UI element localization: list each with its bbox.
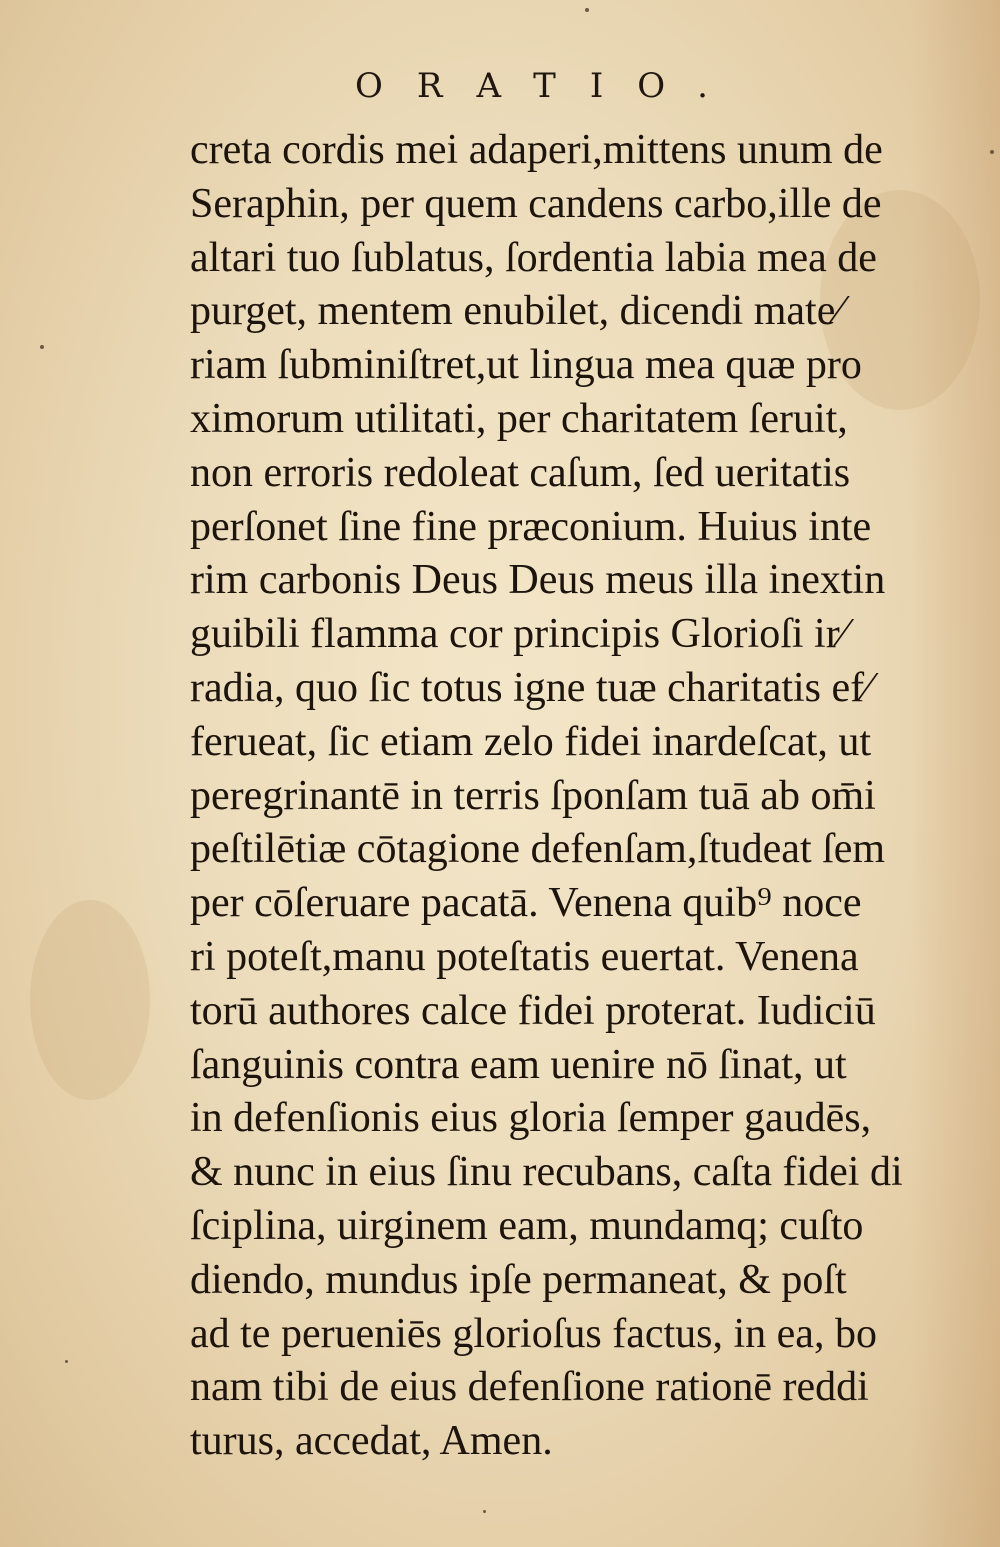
- text-line: ad te perueniēs glorioſus factus, in ea, bo: [190, 1310, 877, 1357]
- text-line: ri poteſt,manu poteſtatis euertat. Venena: [190, 933, 859, 980]
- text-line: perſonet ſine fine præconium. Huius inte: [190, 503, 872, 550]
- paper-stain: [30, 900, 150, 1100]
- text-line: purget, mentem enubilet, dicendi mate⁄: [190, 288, 843, 335]
- text-line: ſanguinis contra eam uenire nō ſinat, ut: [190, 1041, 847, 1088]
- text-line: radia, quo ſic totus igne tuæ charitatis ef⁄: [190, 664, 872, 711]
- text-line: altari tuo ſublatus, ſordentia labia mea de: [190, 234, 877, 281]
- body-text: [190, 124, 950, 1469]
- text-line: in defenſionis eius gloria ſemper gaudēs,: [190, 1095, 872, 1142]
- text-line: ximorum utilitati, per charitatem ſeruit,: [190, 395, 848, 442]
- text-line: peregrinantē in terris ſponſam tuā ab om̄i: [190, 772, 876, 819]
- running-head: ORATIO.: [355, 66, 742, 106]
- text-line: ferueat, ſic etiam zelo fidei inardeſcat, ut: [190, 718, 871, 765]
- text-line: per cōſeruare pacatā. Venena quib⁹ noce: [190, 880, 862, 927]
- text-line: riam ſubminiſtret,ut lingua mea quæ pro: [190, 342, 862, 389]
- text-line: guibili flamma cor principis Glorioſi ir⁄: [190, 611, 847, 658]
- text-line: diendo, mundus ipſe permaneat, & poſt: [190, 1256, 847, 1303]
- text-line: non erroris redoleat caſum, ſed ueritatis: [190, 449, 851, 496]
- text-line: ſciplina, uirginem eam, mundamq; cuſto: [190, 1202, 864, 1249]
- text-line: Seraphin, per quem candens carbo,ille de: [190, 180, 882, 227]
- text-line: peſtilētiæ cōtagione defenſam,ſtudeat ſem: [190, 826, 886, 873]
- text-line: creta cordis mei adaperi,mittens unum de: [190, 127, 883, 173]
- text-line: & nunc in eius ſinu recubans, caſta fidei di: [190, 1149, 903, 1196]
- text-line: rim carbonis Deus Deus meus illa inextin: [190, 557, 886, 604]
- text-line: turus, accedat, Amen.: [190, 1418, 553, 1465]
- text-line: torū authores calce fidei proterat. Iudiciū: [190, 987, 876, 1034]
- text-line: nam tibi de eius defenſione rationē reddi: [190, 1364, 869, 1411]
